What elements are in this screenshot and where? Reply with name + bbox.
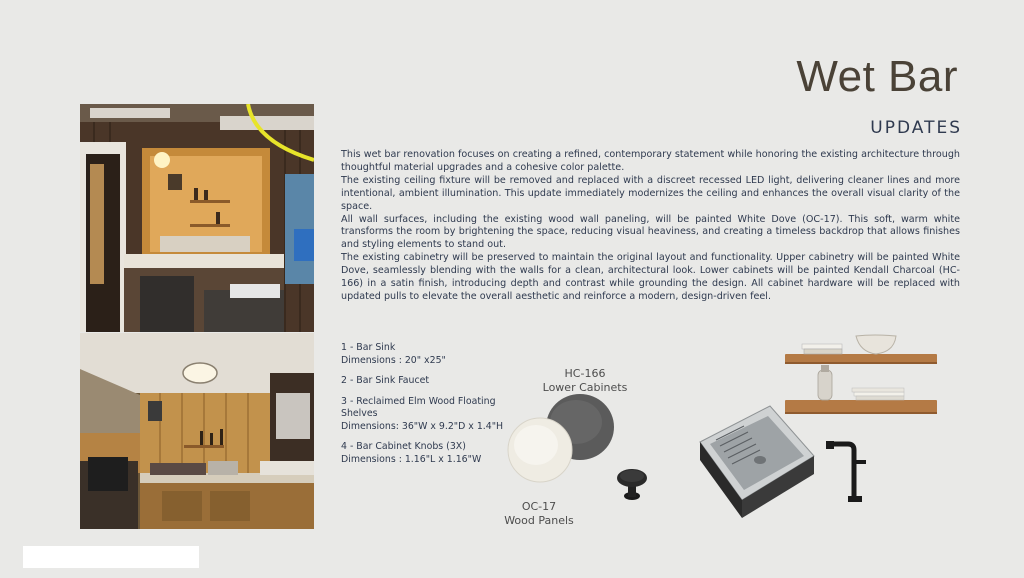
- spec-item-bar-sink: [341, 342, 509, 367]
- page-title: Wet Bar: [796, 52, 958, 101]
- spec-dimensions: Dimensions: 36"W x 9.2"D x 1.4"H: [341, 420, 504, 432]
- spec-item-shelves: [341, 396, 509, 434]
- description-paragraph: The existing cabinetry will be preserved to maintain the original layout and functionality. Upper cabinetry will be painted White Dove, seamlessly blending with the walls for a clean, architectural look. Lower cabinets will be painted Kendall Charcoal (HC-166) in a satin finish, introducing depth and contrast while grounding the design. All cabinet hardware will be replaced with updated pulls to elevate the overall aesthetic and reinforce a modern, design-driven feel.: [341, 252, 960, 302]
- swatch-code: HC-166: [564, 367, 606, 380]
- swatch-code: OC-17: [521, 500, 557, 513]
- wet-bar-photo-interior: [80, 333, 314, 529]
- description-paragraph: This wet bar renovation focuses on creating a refined, contemporary statement while honoring the existing architecture through thoughtful material upgrades and a cohesive color palette.: [341, 149, 960, 173]
- description-paragraph: The existing ceiling fixture will be removed and replaced with a discreet recessed LED light, delivering cleaner lines and more intentional, ambient illumination. This update immediately modernizes the ceiling and enhances the overall visual clarity of the space.: [341, 174, 960, 212]
- description-paragraph: All wall surfaces, including the existing wood wall paneling, will be painted White Dove (OC-17). This soft, warm white transforms the room by brightening the space, reducing visual heaviness, and creating a timeless backdrop that allows finishes and styling elements to stand out.: [341, 213, 960, 251]
- spec-dimensions: Dimensions : 1.16"L x 1.16"W: [341, 453, 482, 465]
- bar-faucet-icon: [824, 436, 872, 506]
- spec-dimensions: Dimensions : 20" x25": [341, 354, 446, 366]
- swatch-label-charcoal: [540, 367, 630, 395]
- spec-name: 4 - Bar Cabinet Knobs (3X): [341, 441, 466, 452]
- swatch-usage: Wood Panels: [504, 514, 574, 527]
- cabinet-knob-icon: [614, 466, 650, 506]
- paint-swatches: [502, 392, 622, 492]
- swatch-label-white: [494, 500, 584, 528]
- footer-bar: [23, 546, 199, 568]
- description-text: [341, 149, 960, 304]
- bar-sink-icon: [696, 404, 816, 522]
- wet-bar-photo-before: [80, 104, 314, 332]
- spec-item-faucet: [341, 375, 509, 388]
- spec-item-knobs: [341, 441, 509, 466]
- spec-name: 2 - Bar Sink Faucet: [341, 375, 430, 386]
- spec-name: 3 - Reclaimed Elm Wood Floating Shelves: [341, 395, 496, 419]
- swatch-usage: Lower Cabinets: [542, 381, 628, 394]
- spec-name: 1 - Bar Sink: [341, 342, 396, 353]
- page-subtitle: UPDATES: [870, 118, 962, 138]
- spec-list: [341, 342, 509, 474]
